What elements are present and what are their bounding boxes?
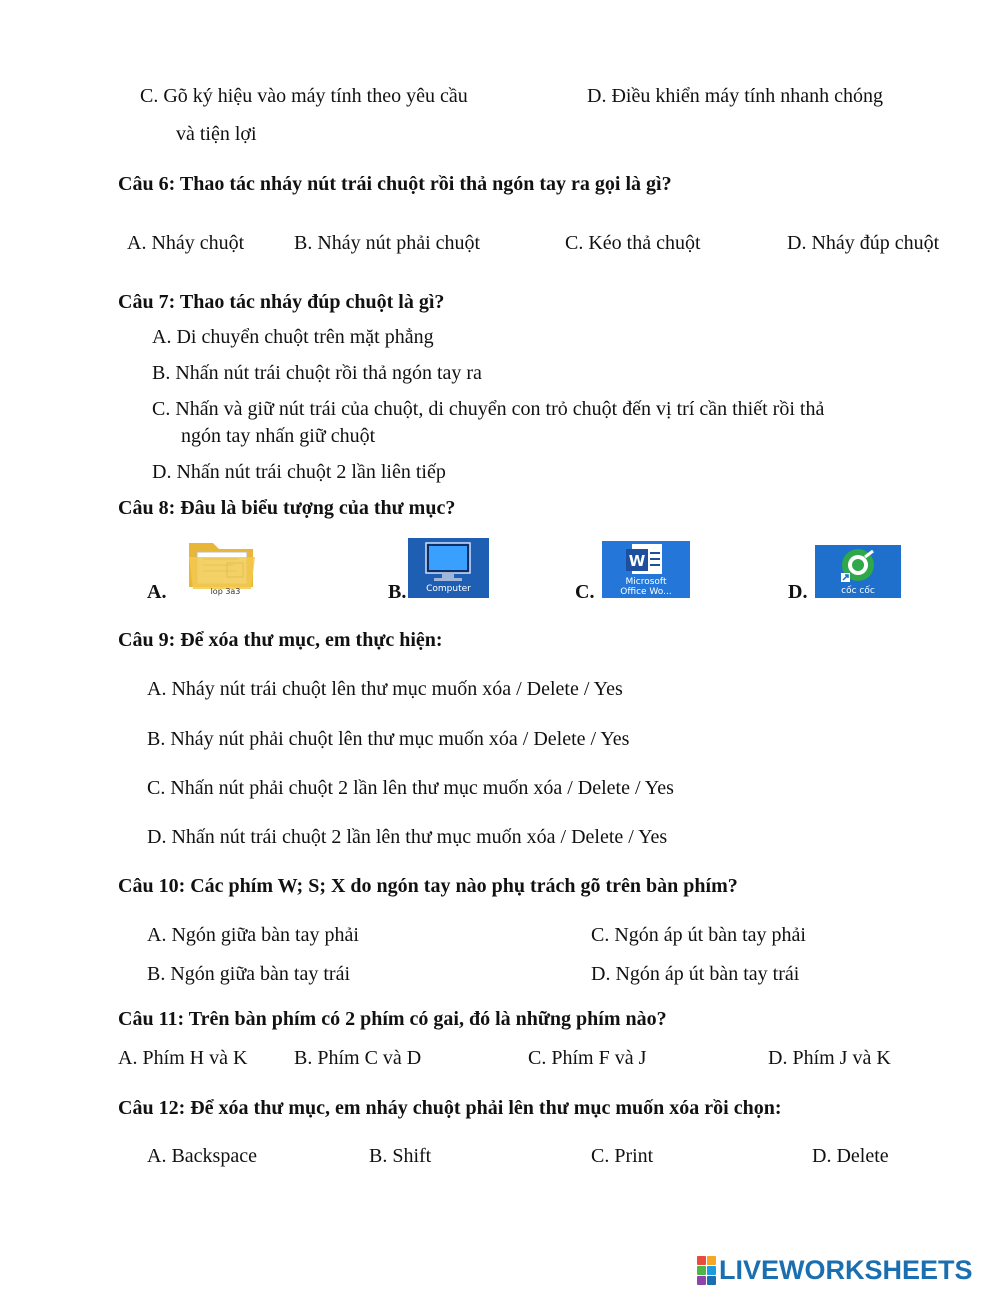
q9-option-a: A. Nháy nút trái chuột lên thư mục muốn xóa / Delete / Yes [147,678,623,700]
q12-option-a: A. Backspace [147,1145,257,1167]
logo-text: LIVEWORKSHEETS [719,1254,973,1285]
q9-title: Câu 9: Để xóa thư mục, em thực hiện: [118,629,443,651]
q12-option-b: B. Shift [369,1145,432,1167]
q11-option-c: C. Phím F và J [528,1047,647,1069]
q9-option-b: B. Nháy nút phải chuột lên thư mục muốn xóa / Delete / Yes [147,728,630,750]
folder-icon[interactable] [183,535,268,598]
q10-option-d: D. Ngón áp út bàn tay trái [591,963,800,985]
q10-option-a: A. Ngón giữa bàn tay phải [147,924,359,946]
svg-text:W: W [628,552,646,570]
q8-label: Câu 8 [118,497,169,519]
q11-option-a: A. Phím H và K [118,1047,248,1069]
q5-option-d: D. Điều khiển máy tính nhanh chóng [587,85,884,107]
q6-title: Câu 6: Thao tác nháy nút trái chuột rồi thả ngón tay ra gọi là gì? [118,173,672,195]
word-icon-caption-2: Office Wo... [620,587,672,597]
q8-title-rest: : Đâu là biểu tượng của thư mục? [168,497,456,519]
q10-option-b: B. Ngón giữa bàn tay trái [147,963,351,985]
q9-option-d: D. Nhấn nút trái chuột 2 lần lên thư mục muốn xóa / Delete / Yes [147,826,668,848]
q11-option-d: D. Phím J và K [768,1047,891,1069]
q6-option-b: B. Nháy nút phải chuột [294,232,481,254]
q7-option-a: A. Di chuyển chuột trên mặt phẳng [152,326,434,348]
q5-option-d-continued: và tiện lợi [176,123,257,145]
q12-option-d: D. Delete [812,1145,889,1167]
q8-option-d-letter: D. [788,581,808,603]
q12-option-c: C. Print [591,1145,654,1167]
q5-option-c: C. Gõ ký hiệu vào máy tính theo yêu cầu [140,85,468,107]
q6-option-d: D. Nháy đúp chuột [787,232,940,254]
computer-icon-caption: Computer [426,584,471,594]
q6-option-c: C. Kéo thả chuột [565,232,701,254]
logo-mark-icon [697,1256,716,1285]
q8-title [118,496,455,520]
q11-option-b: B. Phím C và D [294,1047,422,1069]
q7-option-d: D. Nhấn nút trái chuột 2 lần liên tiếp [152,461,446,483]
q7-option-c-continued: ngón tay nhấn giữ chuột [181,425,376,447]
q10-option-c: C. Ngón áp út bàn tay phải [591,924,806,946]
computer-icon[interactable] [408,538,489,598]
q7-option-c: C. Nhấn và giữ nút trái của chuột, di chuyển con trỏ chuột đến vị trí cần thiết rồi thả [152,398,825,420]
q8-option-c-letter: C. [575,581,595,603]
q10-title: Câu 10: Các phím W; S; X do ngón tay nào phụ trách gõ trên bàn phím? [118,875,738,897]
liveworksheets-logo [697,1255,973,1285]
q6-option-a: A. Nháy chuột [127,232,245,254]
q8-option-b-letter: B. [388,581,407,603]
q7-title: Câu 7: Thao tác nháy đúp chuột là gì? [118,291,445,313]
q8-option-a-letter: A. [147,581,167,603]
q11-title: Câu 11: Trên bàn phím có 2 phím có gai, đó là những phím nào? [118,1008,667,1030]
q7-option-b: B. Nhấn nút trái chuột rồi thả ngón tay ra [152,362,482,384]
word-icon-caption-1: Microsoft [625,577,667,587]
word-icon[interactable] [602,541,690,598]
coccoc-icon-caption: cốc cốc [841,586,875,596]
q12-title: Câu 12: Để xóa thư mục, em nháy chuột phải lên thư mục muốn xóa rồi chọn: [118,1097,782,1119]
q9-option-c: C. Nhấn nút phải chuột 2 lần lên thư mục muốn xóa / Delete / Yes [147,777,674,799]
coccoc-browser-icon[interactable] [815,545,901,598]
folder-icon-caption: lop 3a3 [210,587,241,596]
